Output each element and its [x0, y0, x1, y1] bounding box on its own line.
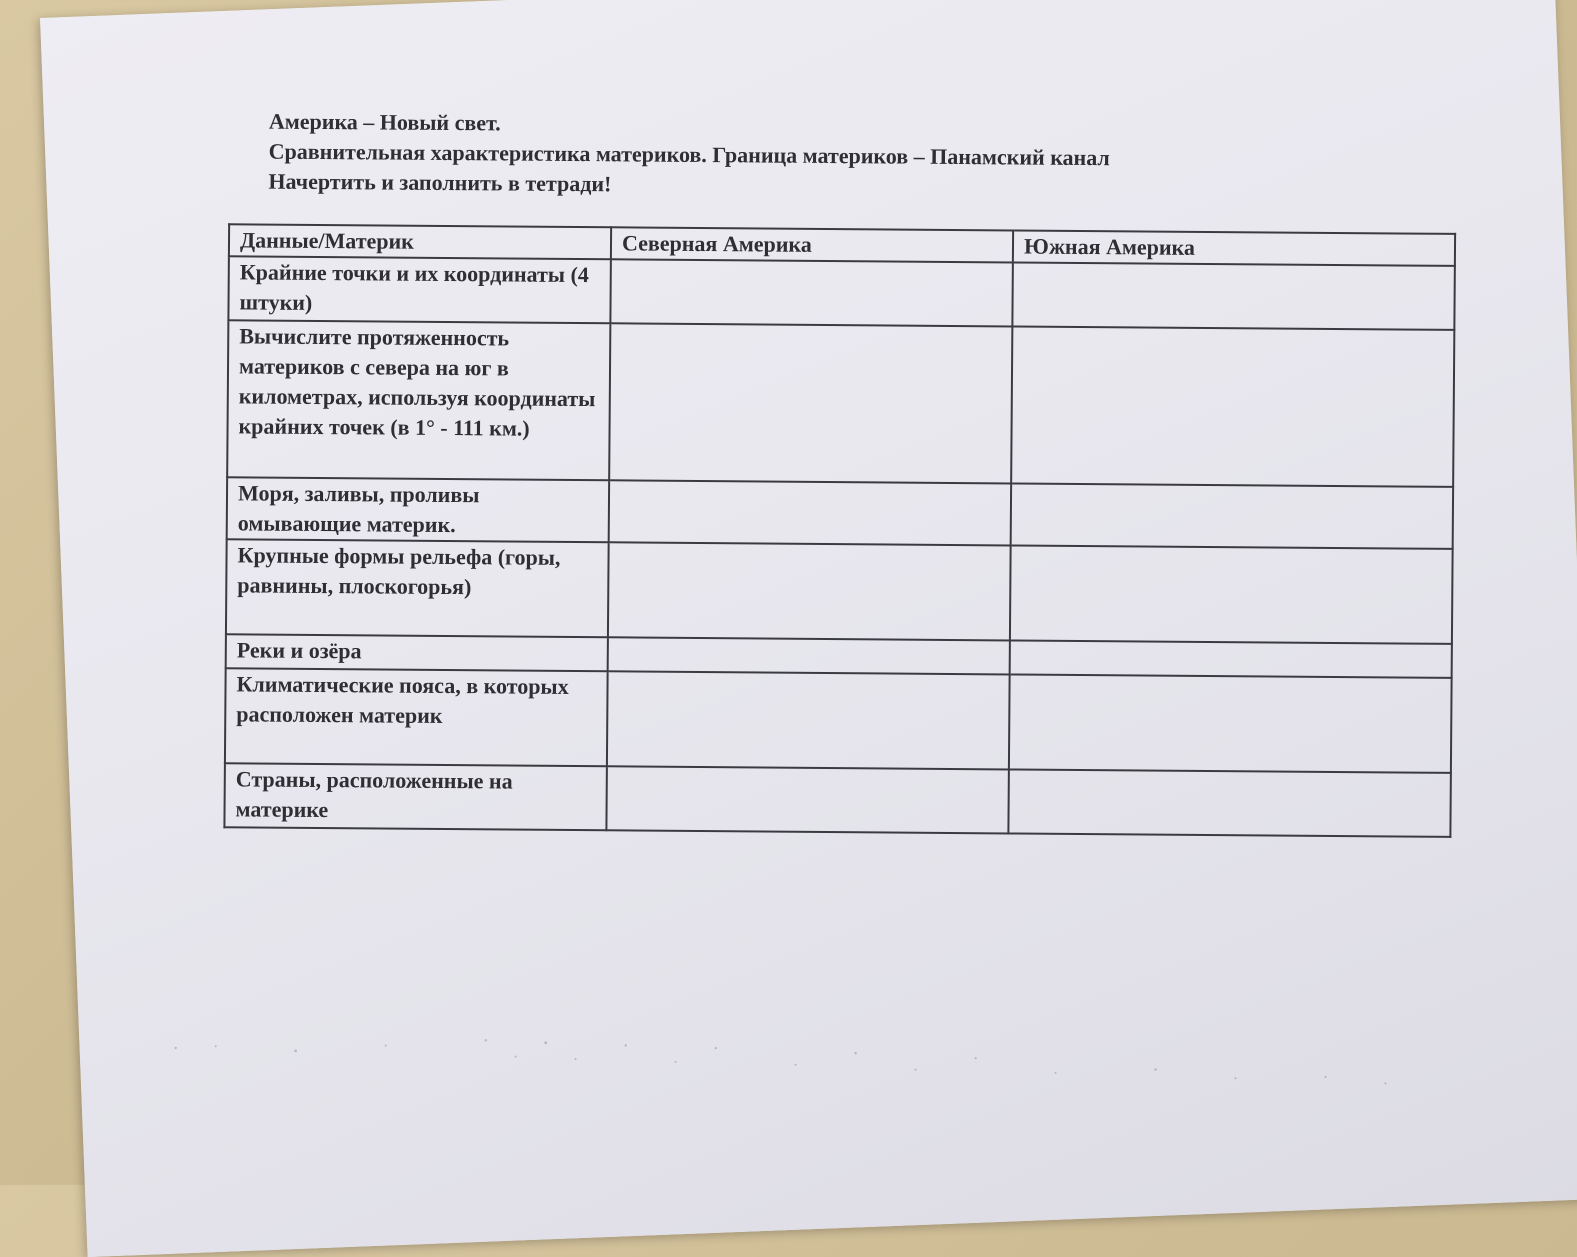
row-label: Моря, заливы, проливы омывающие материк. — [227, 477, 609, 542]
south-america-cell — [1009, 674, 1452, 772]
comparison-table — [223, 223, 1456, 838]
north-america-cell — [610, 259, 1012, 326]
north-america-cell — [607, 671, 1010, 769]
south-america-cell — [1010, 640, 1452, 677]
north-america-cell — [608, 637, 1010, 674]
table-row — [227, 477, 1453, 549]
row-label: Вычислите протяженность материков с севера на юг в километрах, используя координаты крайних точек (в 1° - 111 км.) — [227, 320, 610, 480]
north-america-cell — [609, 323, 1012, 483]
print-specks — [155, 1026, 1405, 1096]
column-header-data: Данные/Материк — [229, 224, 611, 259]
south-america-cell — [1008, 769, 1450, 836]
table-row — [224, 763, 1450, 837]
worksheet-header — [268, 107, 1369, 206]
worksheet-instruction: Начертить и заполнить в тетради! — [268, 168, 612, 197]
column-header-south-america: Южная Америка — [1013, 230, 1455, 265]
row-label: Крайние точки и их координаты (4 штуки) — [228, 256, 610, 323]
north-america-cell — [608, 542, 1011, 640]
table-row — [227, 320, 1454, 487]
table-row — [225, 668, 1452, 773]
south-america-cell — [1011, 483, 1453, 548]
table-row — [226, 539, 1453, 644]
south-america-cell — [1011, 326, 1454, 486]
row-label: Страны, расположенные на материке — [224, 763, 606, 830]
north-america-cell — [609, 480, 1011, 545]
column-header-north-america: Северная Америка — [611, 227, 1013, 262]
table-row — [228, 256, 1454, 330]
south-america-cell — [1012, 262, 1454, 329]
worksheet-title: Америка – Новый свет. — [268, 108, 501, 136]
worksheet-subtitle: Сравнительная характеристика материков. Граница материков – Панамский канал — [268, 138, 1110, 171]
row-label: Климатические пояса, в которых расположен материк — [225, 668, 608, 766]
row-label: Реки и озёра — [226, 634, 608, 671]
south-america-cell — [1010, 545, 1453, 643]
row-label: Крупные формы рельефа (горы, равнины, плоскогорья) — [226, 539, 609, 637]
north-america-cell — [606, 766, 1008, 833]
